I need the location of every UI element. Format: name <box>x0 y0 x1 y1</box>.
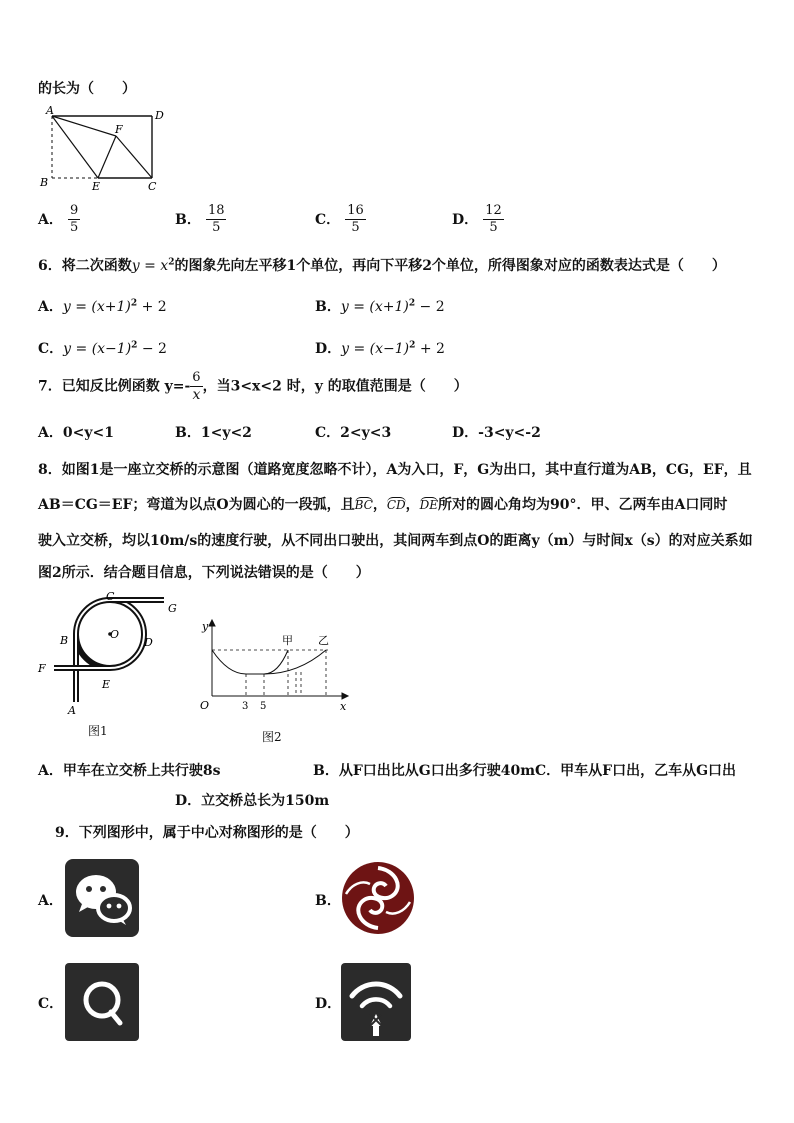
q5-stem-tail: 的长为（ ） <box>38 81 136 97</box>
fig2-label-O: O <box>200 699 210 712</box>
fig1-label-C: C <box>106 590 115 603</box>
q9-option-b-label[interactable]: B． <box>315 893 341 909</box>
fig1-label-D: D <box>144 636 153 649</box>
fig2-tick-5: 5 <box>260 701 267 712</box>
q6-option-b[interactable]: B．$y = (x+1)^2 - 2$ <box>315 298 445 315</box>
fig1-label-F: F <box>38 662 46 675</box>
q6-option-a[interactable]: A．$y = (x+1)^2 + 2$ <box>38 298 167 315</box>
q5-option-c[interactable]: C． $\frac{16}{5}$ <box>315 203 364 235</box>
label-D: D <box>155 109 164 122</box>
q8-option-b-c[interactable]: B．从F口出比从G口出多行驶40mC．甲车从F口出，乙车从G口出 <box>313 763 737 779</box>
arc-bc: BC <box>354 498 373 512</box>
q-letter-icon[interactable] <box>64 962 140 1042</box>
q8-overpass-figure <box>36 590 186 720</box>
q8-option-d[interactable]: D．立交桥总长为150m <box>175 793 330 809</box>
arc-cd: CD <box>386 498 406 512</box>
q6-stem: 6．将二次函数$y = x^2$的图象先向左平移1个单位，再向下平移2个单位，所得图象对应的函数表达式是（ ） <box>38 257 726 274</box>
label-A: A <box>46 104 54 117</box>
q8-distance-time-graph <box>198 616 358 716</box>
q9-option-d-label[interactable]: D． <box>315 996 342 1012</box>
q8-stem-line1: 8．如图1是一座立交桥的示意图（道路宽度忽略不计），A为入口，F，G为出口，其中直行道为AB，CG，EF，且 <box>38 462 752 478</box>
q9-option-a-label[interactable]: A． <box>38 893 63 909</box>
q9-stem: 9．下列图形中，属于中心对称图形的是（ ） <box>55 825 359 841</box>
fig2-caption: 图2 <box>262 730 282 744</box>
q8-option-a[interactable]: A．甲车在立交桥上共行驶8s <box>38 763 221 779</box>
q8-stem-line3: 驶入立交桥，均以10m/s的速度行驶，从不同出口驶出，其间两车到点O的距离y（m）与时间x（s）的对应关系如 <box>38 533 753 549</box>
fig1-label-O: O <box>110 628 120 641</box>
q7-option-d[interactable]: D．-3<y<-2 <box>452 425 541 441</box>
fig1-label-G: G <box>168 602 177 615</box>
q5-option-b[interactable]: B． $\frac{18}{5}$ <box>175 203 225 235</box>
q8-stem-line4: 图2所示．结合题目信息，下列说法错误的是（ ） <box>38 565 370 581</box>
q8-stem-line2: AB＝CG＝EF；弯道为以点O为圆心的一段弧，且BC，CD，DE所对的圆心角均为90°．甲、乙两车由A口同时 <box>38 497 728 513</box>
wechat-icon[interactable] <box>64 858 140 938</box>
fig1-label-A: A <box>68 704 76 717</box>
label-F: F <box>115 123 123 136</box>
fig1-caption: 图1 <box>88 724 108 738</box>
arc-de: DE <box>419 498 439 512</box>
wifi-signal-icon[interactable] <box>340 962 412 1042</box>
q7-option-b[interactable]: B．1<y<2 <box>175 425 252 441</box>
q5-option-d[interactable]: D． $\frac{12}{5}$ <box>452 203 502 235</box>
fig2-label-x: x <box>340 700 347 713</box>
fig2-label-y: y <box>202 620 209 633</box>
q6-option-c[interactable]: C．$y = (x-1)^2 - 2$ <box>38 340 167 357</box>
label-C: C <box>148 180 157 192</box>
label-E: E <box>92 180 101 192</box>
fig2-label-yi: 乙 <box>318 634 329 647</box>
q6-option-d[interactable]: D．$y = (x-1)^2 + 2$ <box>315 340 445 357</box>
fig2-tick-3: 3 <box>242 701 249 712</box>
phoenix-logo-icon[interactable] <box>338 858 418 938</box>
fig1-label-E: E <box>102 678 111 691</box>
fig2-label-jia: 甲 <box>282 634 293 647</box>
q7-stem: 7．已知反比例函数 y=- $\frac{6}{x}$ ，当3<x<2 时，y 的取值范围是（ ） <box>38 370 468 403</box>
fig1-label-B: B <box>60 634 69 647</box>
q9-option-c-label[interactable]: C． <box>38 996 64 1012</box>
q7-option-a[interactable]: A．0<y<1 <box>38 425 114 441</box>
q5-rectangle-figure <box>36 104 176 192</box>
q7-option-c[interactable]: C．2<y<3 <box>315 425 392 441</box>
q5-option-a[interactable]: A． $\frac{9}{5}$ <box>38 203 79 235</box>
label-B: B <box>40 176 49 189</box>
